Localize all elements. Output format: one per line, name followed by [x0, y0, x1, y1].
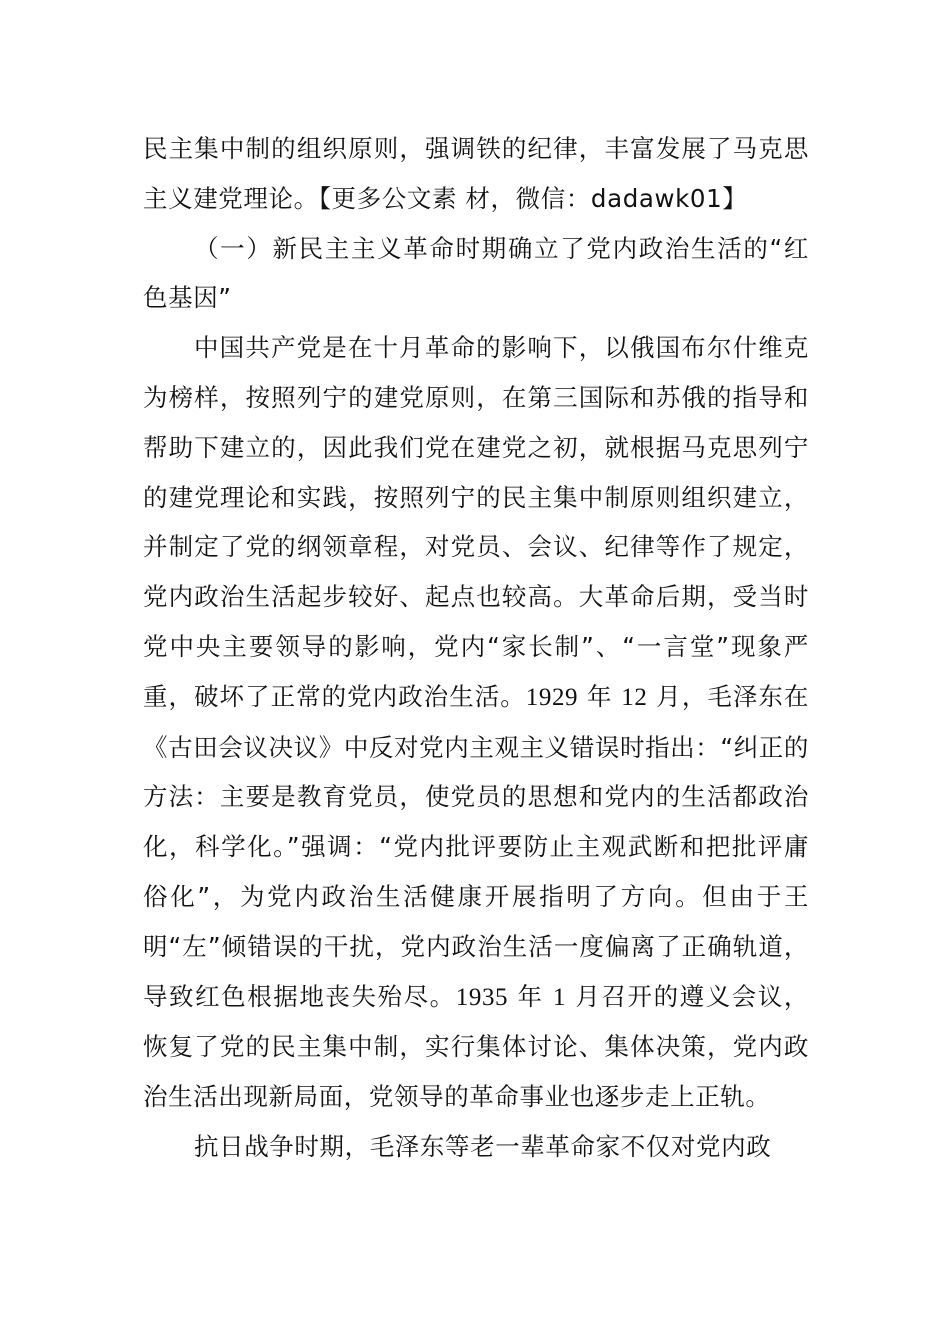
document-body	[143, 124, 809, 1172]
paragraph-next: 抗日战争时期，毛泽东等老一辈革命家不仅对党内政	[194, 1131, 772, 1161]
paragraph-body: 中国共产党是在十月革命的影响下，以俄国布尔什维克为榜样，按照列宁的建党原则，在第三国际和苏俄的指导和帮助下建立的，因此我们党在建党之初，就根据马克思列宁的建党理论和实践，按照列宁的民主集中制原则组织建立，并制定了党的纲领章程，对党员、会议、纪律等作了规定，党内政治生活起步较好、起点也较高。大革命后期，受当时党中央主要领导的影响，党内“家长制”、“一言堂”现象严重，破坏了正常的党内政治生活。1929 年 12 月，毛泽东在《古田会议决议》中反对党内主观主义错误时指出：“纠正的方法：主要是教育党员，使党员的思想和党内的生活都政治化，科学化。”强调：“党内批评要防止主观武断和把批评庸俗化”，为党内政治生活健康开展指明了方向。但由于王明“左”倾错误的干扰，党内政治生活一度偏离了正确轨道，导致红色根据地丧失殆尽。1935 年 1 月召开的遵义会议，恢复了党的民主集中制，实行集体讨论、集体决策，党内政治生活出现新局面，党领导的革命事业也逐步走上正轨。	[143, 333, 809, 1112]
paragraph-continuation: 民主集中制的组织原则，强调铁的纪律，丰富发展了马克思主义建党理论。【更多公文素 材，微信：dadawk01】	[143, 134, 809, 213]
section-heading: （一）新民主主义革命时期确立了党内政治生活的“红色基因”	[143, 233, 809, 313]
